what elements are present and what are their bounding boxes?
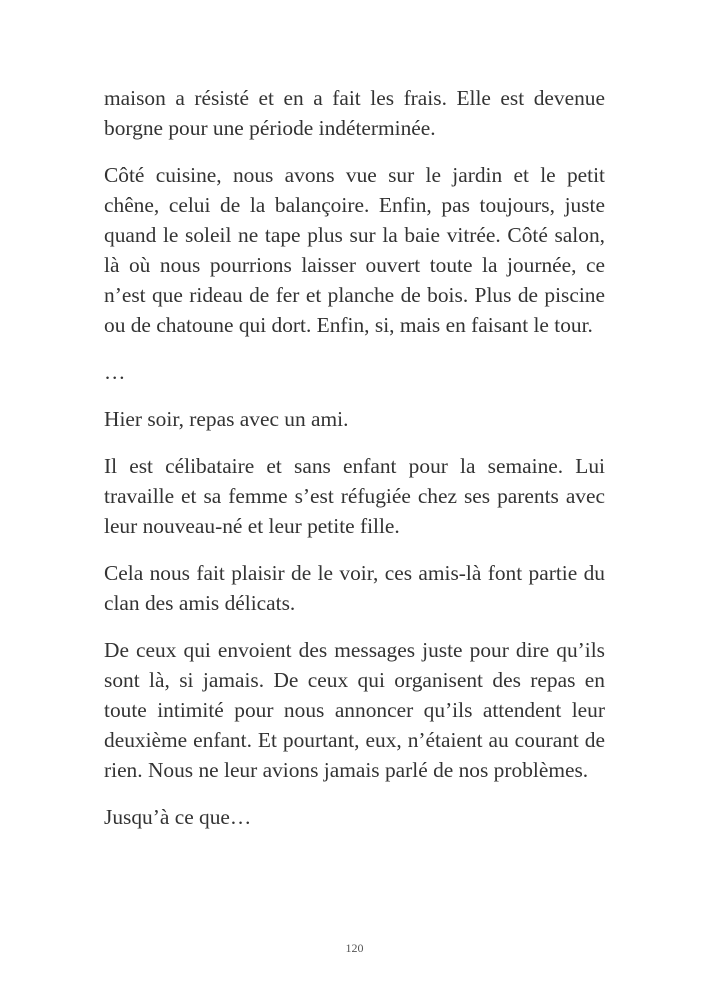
ellipsis-separator: … <box>104 360 126 384</box>
page-number: 120 <box>345 941 364 955</box>
paragraph-4: Il est célibataire et sans enfant pour la semaine. Lui travaille et sa femme s’est réfugiée chez ses parents avec leur nouveau-né et leur petite fille. <box>104 454 605 538</box>
body-text <box>104 83 605 849</box>
paragraph-3: Hier soir, repas avec un ami. <box>104 407 349 431</box>
paragraph-1: maison a résisté et en a fait les frais. Elle est devenue borgne pour une période indéterminée. <box>104 86 605 140</box>
paragraph-6: De ceux qui envoient des messages juste pour dire qu’ils sont là, si jamais. De ceux qui organisent des repas en toute intimité pour nous annoncer qu’ils attendent leur deuxième enfant. Et pourtant, eux, n’étaient au courant de rien. Nous ne leur avions jamais parlé de nos problèmes. <box>104 638 605 782</box>
paragraph-5: Cela nous fait plaisir de le voir, ces amis-là font partie du clan des amis délicats. <box>104 561 605 615</box>
paragraph-2: Côté cuisine, nous avons vue sur le jardin et le petit chêne, celui de la balançoire. Enfin, pas toujours, juste quand le soleil ne tape plus sur la baie vitrée. Côté salon, là où nous pourrions laisser ouvert toute la journée, ce n’est que rideau de fer et planche de bois. Plus de piscine ou de chatoune qui dort. Enfin, si, mais en faisant le tour. <box>104 163 605 337</box>
paragraph-7: Jusqu’à ce que… <box>104 805 252 829</box>
